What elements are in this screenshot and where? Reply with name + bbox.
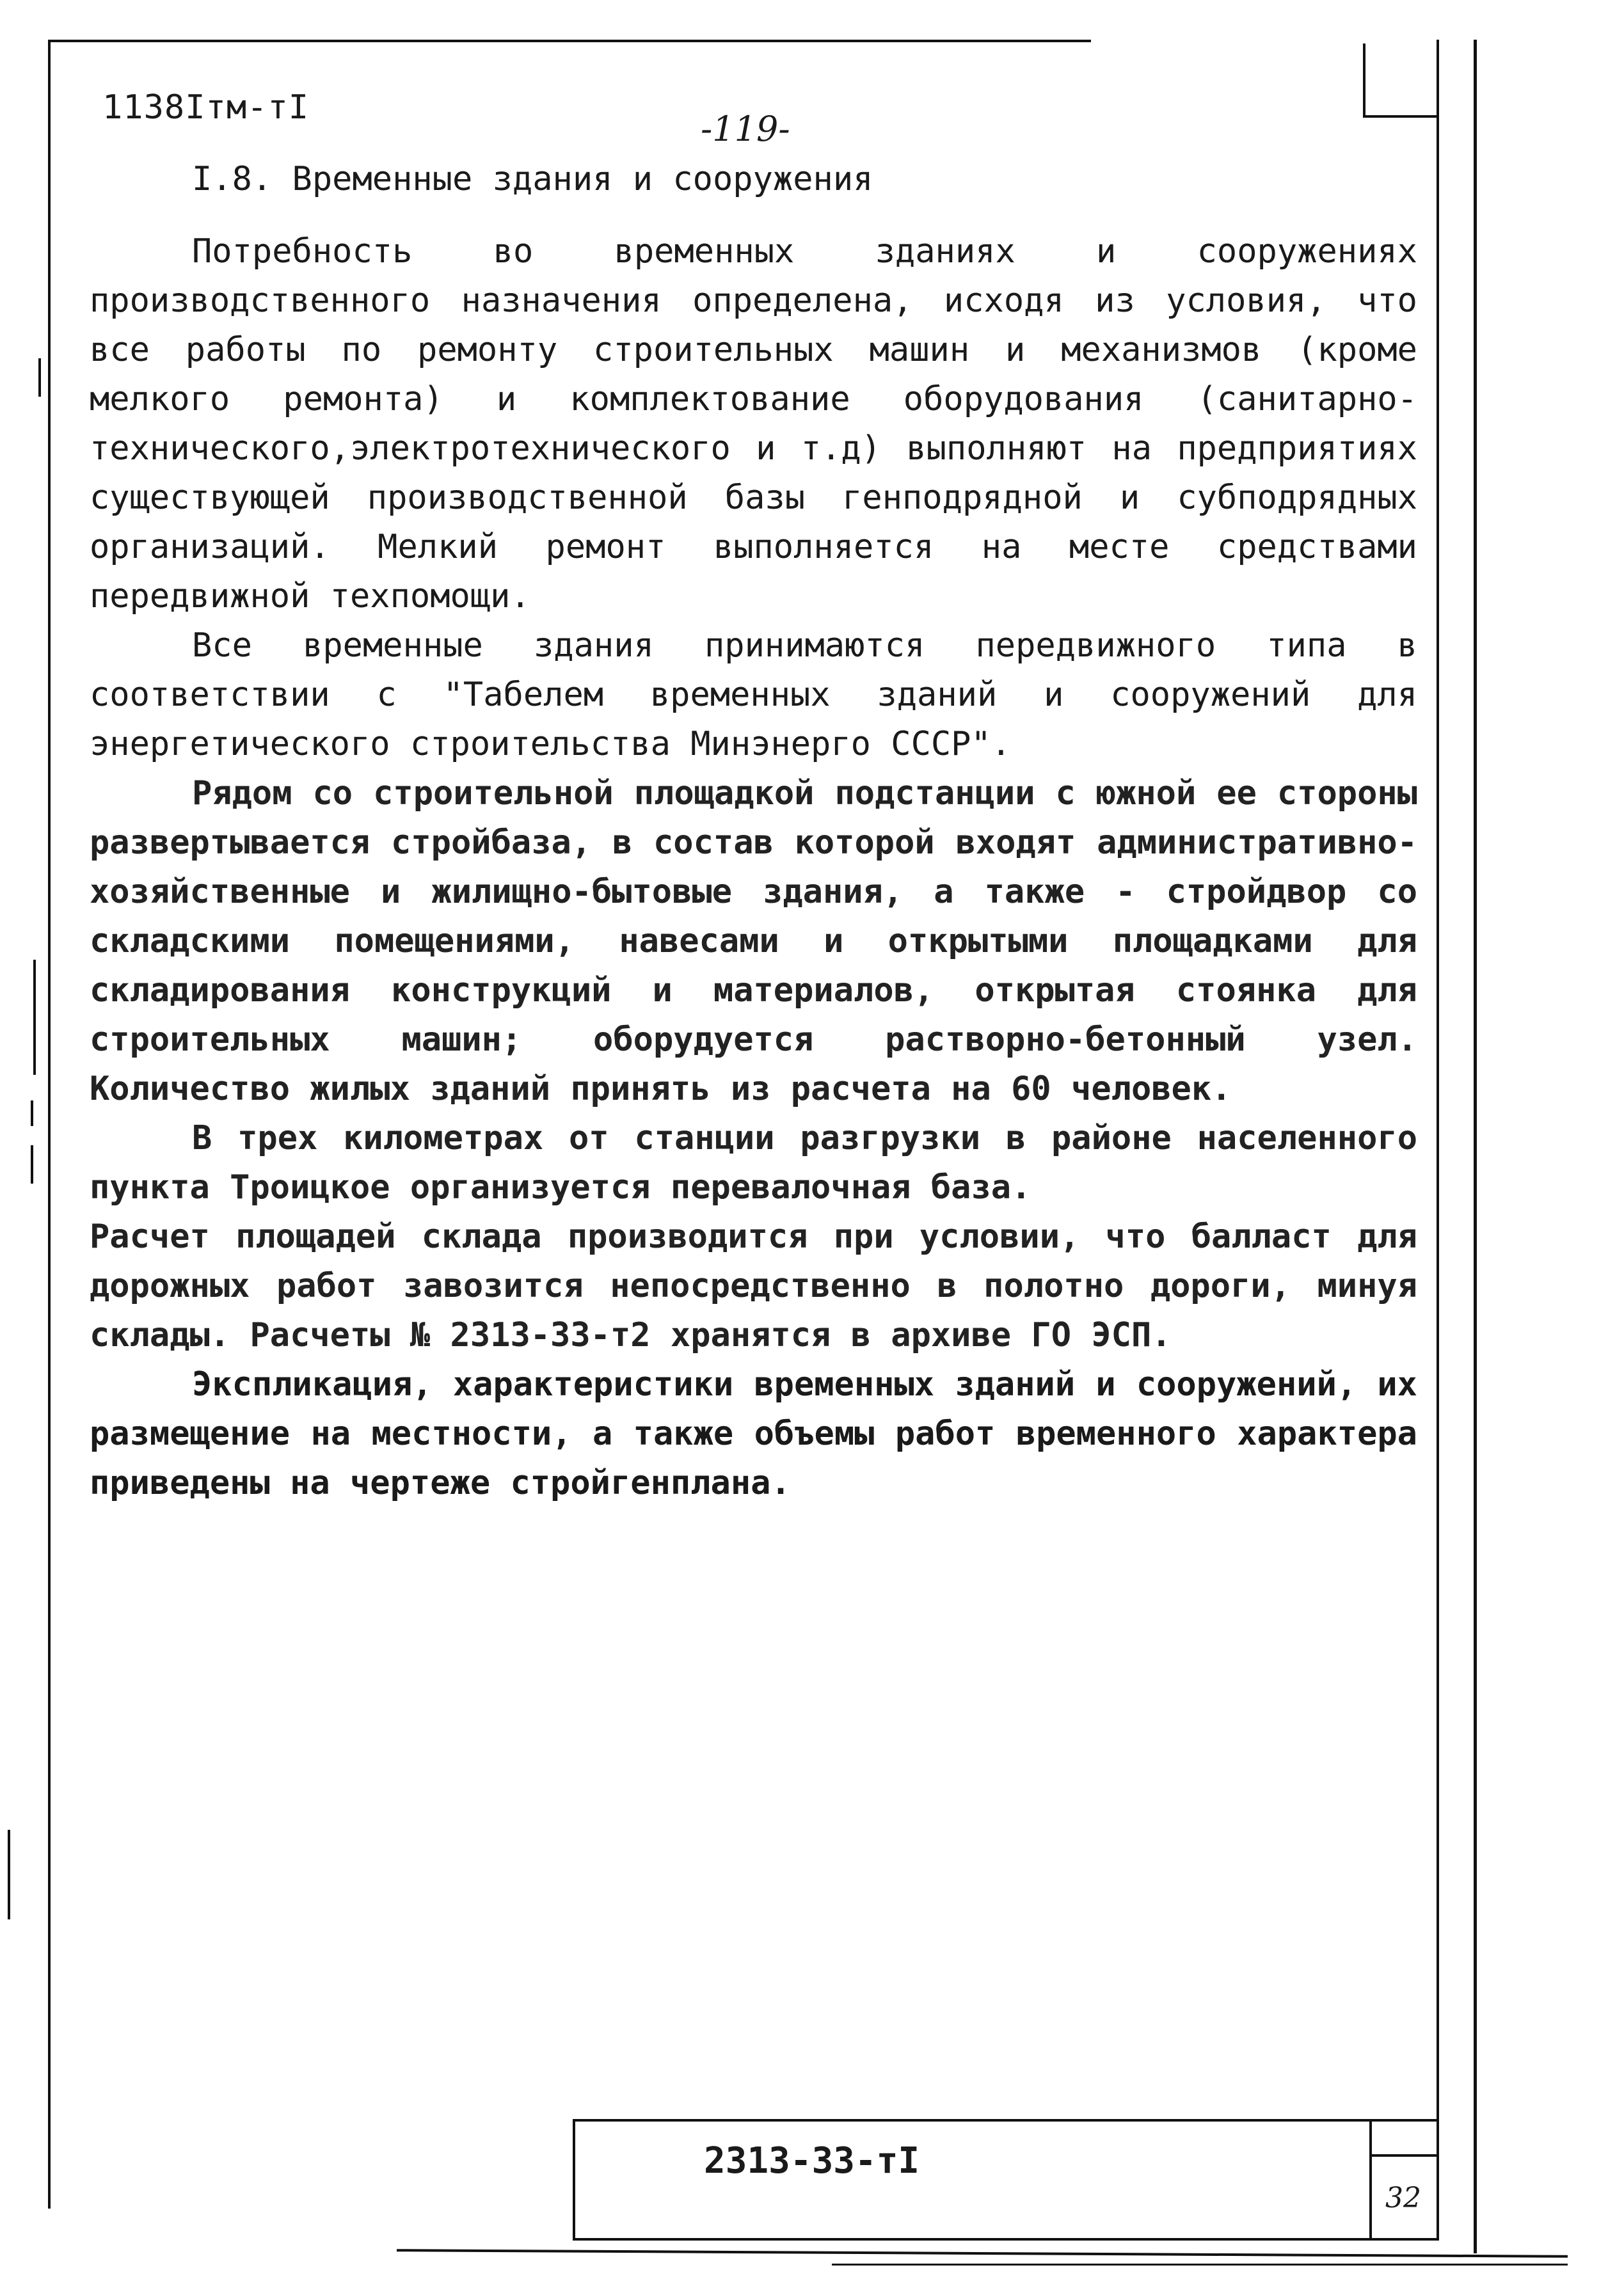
frame-right-outer-line [1474, 40, 1477, 2253]
paragraph: В трех километрах от станции разгрузки в районе населенного пункта Троицкое организуется перевалочная база. [90, 1119, 1417, 1207]
margin-mark [38, 358, 41, 397]
sheet-number-box [1369, 2119, 1437, 2241]
margin-mark [31, 1100, 33, 1126]
bottom-border-line-secondary [832, 2264, 1568, 2266]
margin-mark [33, 960, 36, 1075]
corner-stamp-box [1363, 44, 1439, 118]
document-code: 1138Iтм-тI [102, 88, 310, 127]
margin-mark [8, 1830, 10, 1919]
body-text [90, 227, 1417, 1508]
title-block-code: 2313-33-тI [704, 2140, 920, 2182]
paragraph: Экспликация, характеристики временных зданий и сооружений, их размещение на местности, а также объемы работ временного характера приведены на чертеже стройгенплана. [90, 1365, 1417, 1502]
bottom-border-line [397, 2249, 1568, 2258]
handwritten-page-number: -119- [701, 109, 790, 149]
frame-left-line [48, 40, 51, 2209]
title-block [573, 2119, 1437, 2241]
margin-mark [31, 1145, 33, 1184]
frame-right-line [1437, 40, 1439, 2241]
sheet-box-divider [1372, 2154, 1439, 2157]
paragraph: Рядом со строительной площадкой подстанции с южной ее стороны развертывается стройбаза, в состав которой входят административно-хозяйственные и жилищно-бытовые здания, а также - стройдвор со складскими помещениями, навесами и открытыми площадками для складирования конструкций и материалов, открытая стоянка для строительных машин; оборудуется растворно-бетонный узел. Количество жилых зданий принять из расчета на 60 человек. [90, 774, 1417, 1108]
paragraph: Потребность во временных зданиях и сооружениях производственного назначения определена, исходя из условия, что все работы по ремонту строительных машин и механизмов (кроме мелкого ремонта) и комплектование оборудования (санитарно-технического,электротехнического и т.д) выполняют на предприятиях существующей производственной базы генподрядной и субподрядных организаций. Мелкий ремонт выполняется на месте средствами передвижной техпомощи. [90, 232, 1417, 615]
paragraph: Расчет площадей склада производится при условии, что балласт для дорожных работ завозится непосредственно в полотно дороги, минуя склады. Расчеты № 2313-33-т2 хранятся в архиве ГО ЭСП. [90, 1218, 1417, 1354]
sheet-number: 32 [1385, 2182, 1421, 2214]
paragraph: Все временные здания принимаются передвижного типа в соответствии с "Табелем временных зданий и сооружений для энергетического строительства Минэнерго СССР". [90, 626, 1417, 763]
section-heading: I.8. Временные здания и сооружения [192, 160, 873, 198]
frame-top-line [48, 40, 1091, 42]
